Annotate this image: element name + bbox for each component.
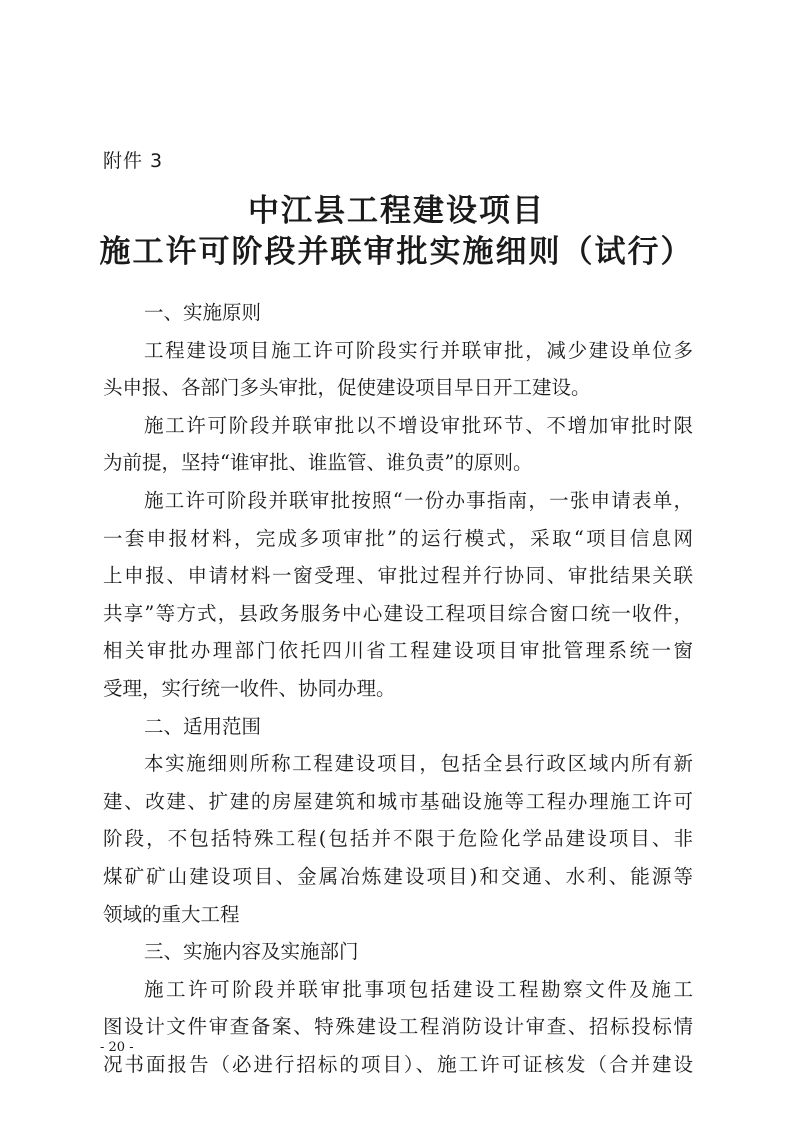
paragraph-line: 本实施细则所称工程建设项目，包括全县行政区域内所有新 bbox=[144, 752, 693, 776]
paragraph-line: 施工许可阶段并联审批事项包括建设工程勘察文件及施工 bbox=[144, 977, 693, 1001]
paragraph-line: 工程建设项目施工许可阶段实行并联审批，减少建设单位多 bbox=[144, 338, 693, 362]
paragraph-line: 煤矿矿山建设项目、金属冶炼建设项目)和交通、水利、能源等 bbox=[103, 864, 693, 888]
paragraph-line: 相关审批办理部门依托四川省工程建设项目审批管理系统一窗 bbox=[103, 639, 693, 663]
document-body bbox=[103, 294, 693, 1083]
section-heading-content-departments: 三、实施内容及实施部门 bbox=[144, 940, 359, 964]
document-title-line-2: 施工许可阶段并联审批实施细则（试行） bbox=[99, 234, 694, 270]
document-title-line-1: 中江县工程建设项目 bbox=[248, 193, 545, 229]
paragraph-line: 施工许可阶段并联审批以不增设审批环节、不增加审批时限 bbox=[144, 413, 693, 437]
paragraph-line: 为前提，坚持“谁审批、谁监管、谁负责”的原则。 bbox=[103, 451, 533, 475]
paragraph-line: 施工许可阶段并联审批按照“一份办事指南，一张申请表单， bbox=[144, 488, 693, 512]
paragraph-line: 图设计文件审查备案、特殊建设工程消防设计审查、招标投标情 bbox=[103, 1015, 693, 1039]
paragraph-line: 况书面报告（必进行招标的项目）、施工许可证核发（合并建设 bbox=[103, 1052, 693, 1076]
section-heading-scope: 二、适用范围 bbox=[144, 714, 262, 738]
page-number: - 20 - bbox=[100, 1040, 134, 1055]
attachment-label: 附件 3 bbox=[103, 150, 164, 172]
paragraph-line: 建、改建、扩建的房屋建筑和城市基础设施等工程办理施工许可 bbox=[103, 789, 693, 813]
paragraph-line: 头申报、各部门多头审批，促使建设项目早日开工建设。 bbox=[103, 376, 591, 400]
section-heading-principles: 一、实施原则 bbox=[144, 301, 262, 324]
paragraph-line: 上申报、申请材料一窗受理、审批过程并行协同、审批结果关联 bbox=[103, 564, 693, 588]
paragraph-line: 领域的重大工程 bbox=[103, 902, 240, 926]
paragraph-line: 一套申报材料，完成多项审批”的运行模式，采取“项目信息网 bbox=[103, 526, 693, 550]
paragraph-line: 共享”等方式，县政务服务中心建设工程项目综合窗口统一收件， bbox=[103, 601, 693, 625]
paragraph-line: 受理，实行统一收件、协同办理。 bbox=[103, 676, 396, 700]
paragraph-line: 阶段，不包括特殊工程(包括并不限于危险化学品建设项目、非 bbox=[103, 827, 693, 851]
